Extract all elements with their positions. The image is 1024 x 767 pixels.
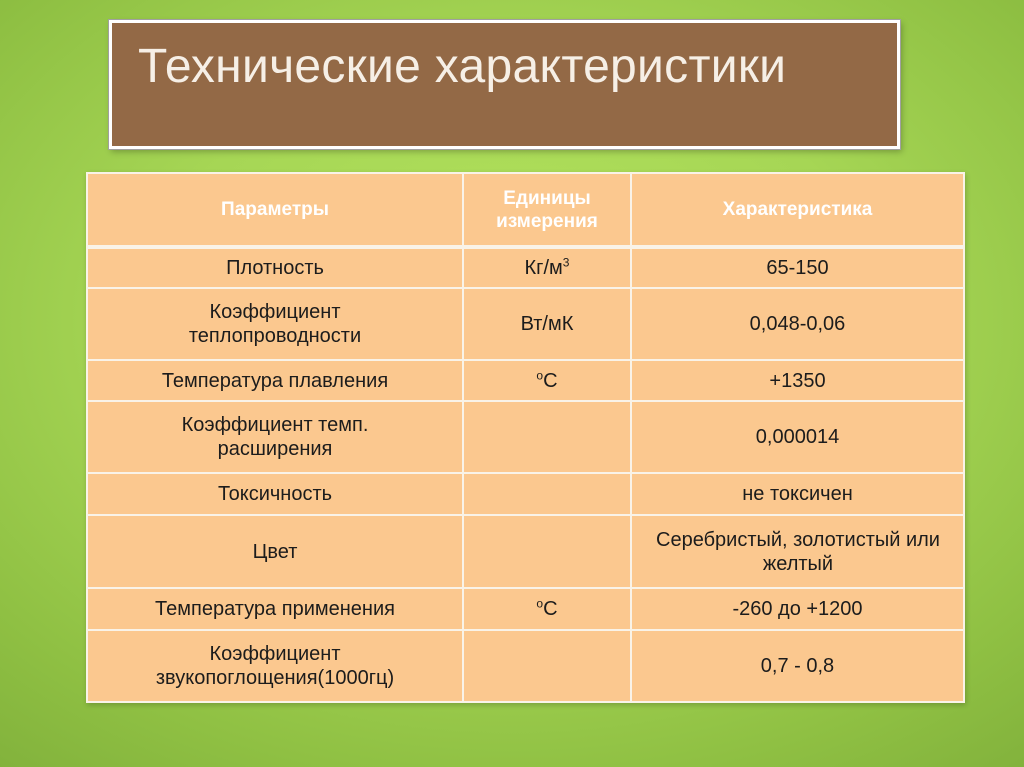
header-unit: Единицы измерения bbox=[463, 173, 631, 247]
degree-superscript: о bbox=[536, 596, 544, 611]
unit-cell: $^о$С bbox=[463, 360, 631, 401]
table-row bbox=[87, 288, 964, 360]
unit-cell: $Кг/м^3$ bbox=[463, 247, 631, 288]
table-header-row bbox=[87, 173, 964, 247]
unit-cell bbox=[463, 630, 631, 702]
value-cell: 0,000014 bbox=[631, 401, 964, 473]
table-row bbox=[87, 247, 964, 288]
table-row bbox=[87, 515, 964, 588]
title-banner bbox=[109, 20, 900, 149]
value-cell: +1350 bbox=[631, 360, 964, 401]
unit-cell bbox=[463, 401, 631, 473]
table-row bbox=[87, 588, 964, 630]
header-value: Характеристика bbox=[631, 173, 964, 247]
value-cell: -260 до +1200 bbox=[631, 588, 964, 630]
spec-table bbox=[86, 172, 965, 703]
value-cell: не токсичен bbox=[631, 473, 964, 515]
param-cell: Цвет bbox=[87, 515, 463, 588]
param-cell: Температура плавления bbox=[87, 360, 463, 401]
param-cell: Коэффициент звукопоглощения(1000гц) bbox=[87, 630, 463, 702]
param-cell: Плотность bbox=[87, 247, 463, 288]
unit-cell bbox=[463, 515, 631, 588]
degree-superscript: о bbox=[536, 367, 544, 382]
page-title: Технические характеристики bbox=[138, 40, 787, 93]
param-cell: Токсичность bbox=[87, 473, 463, 515]
param-cell: Коэффициент теплопроводности bbox=[87, 288, 463, 360]
header-param: Параметры bbox=[87, 173, 463, 247]
unit-cell: $^о$С bbox=[463, 588, 631, 630]
table-row bbox=[87, 360, 964, 401]
table-row bbox=[87, 473, 964, 515]
unit-superscript: 3 bbox=[562, 255, 570, 270]
value-cell: 0,7 - 0,8 bbox=[631, 630, 964, 702]
param-cell: Температура применения bbox=[87, 588, 463, 630]
table-row bbox=[87, 401, 964, 473]
unit-cell bbox=[463, 473, 631, 515]
value-cell: Серебристый, золотистый или желтый bbox=[631, 515, 964, 588]
value-cell: 0,048-0,06 bbox=[631, 288, 964, 360]
table-row bbox=[87, 630, 964, 702]
unit-cell: Вт/мК bbox=[463, 288, 631, 360]
param-cell: Коэффициент темп. расширения bbox=[87, 401, 463, 473]
value-cell: 65-150 bbox=[631, 247, 964, 288]
